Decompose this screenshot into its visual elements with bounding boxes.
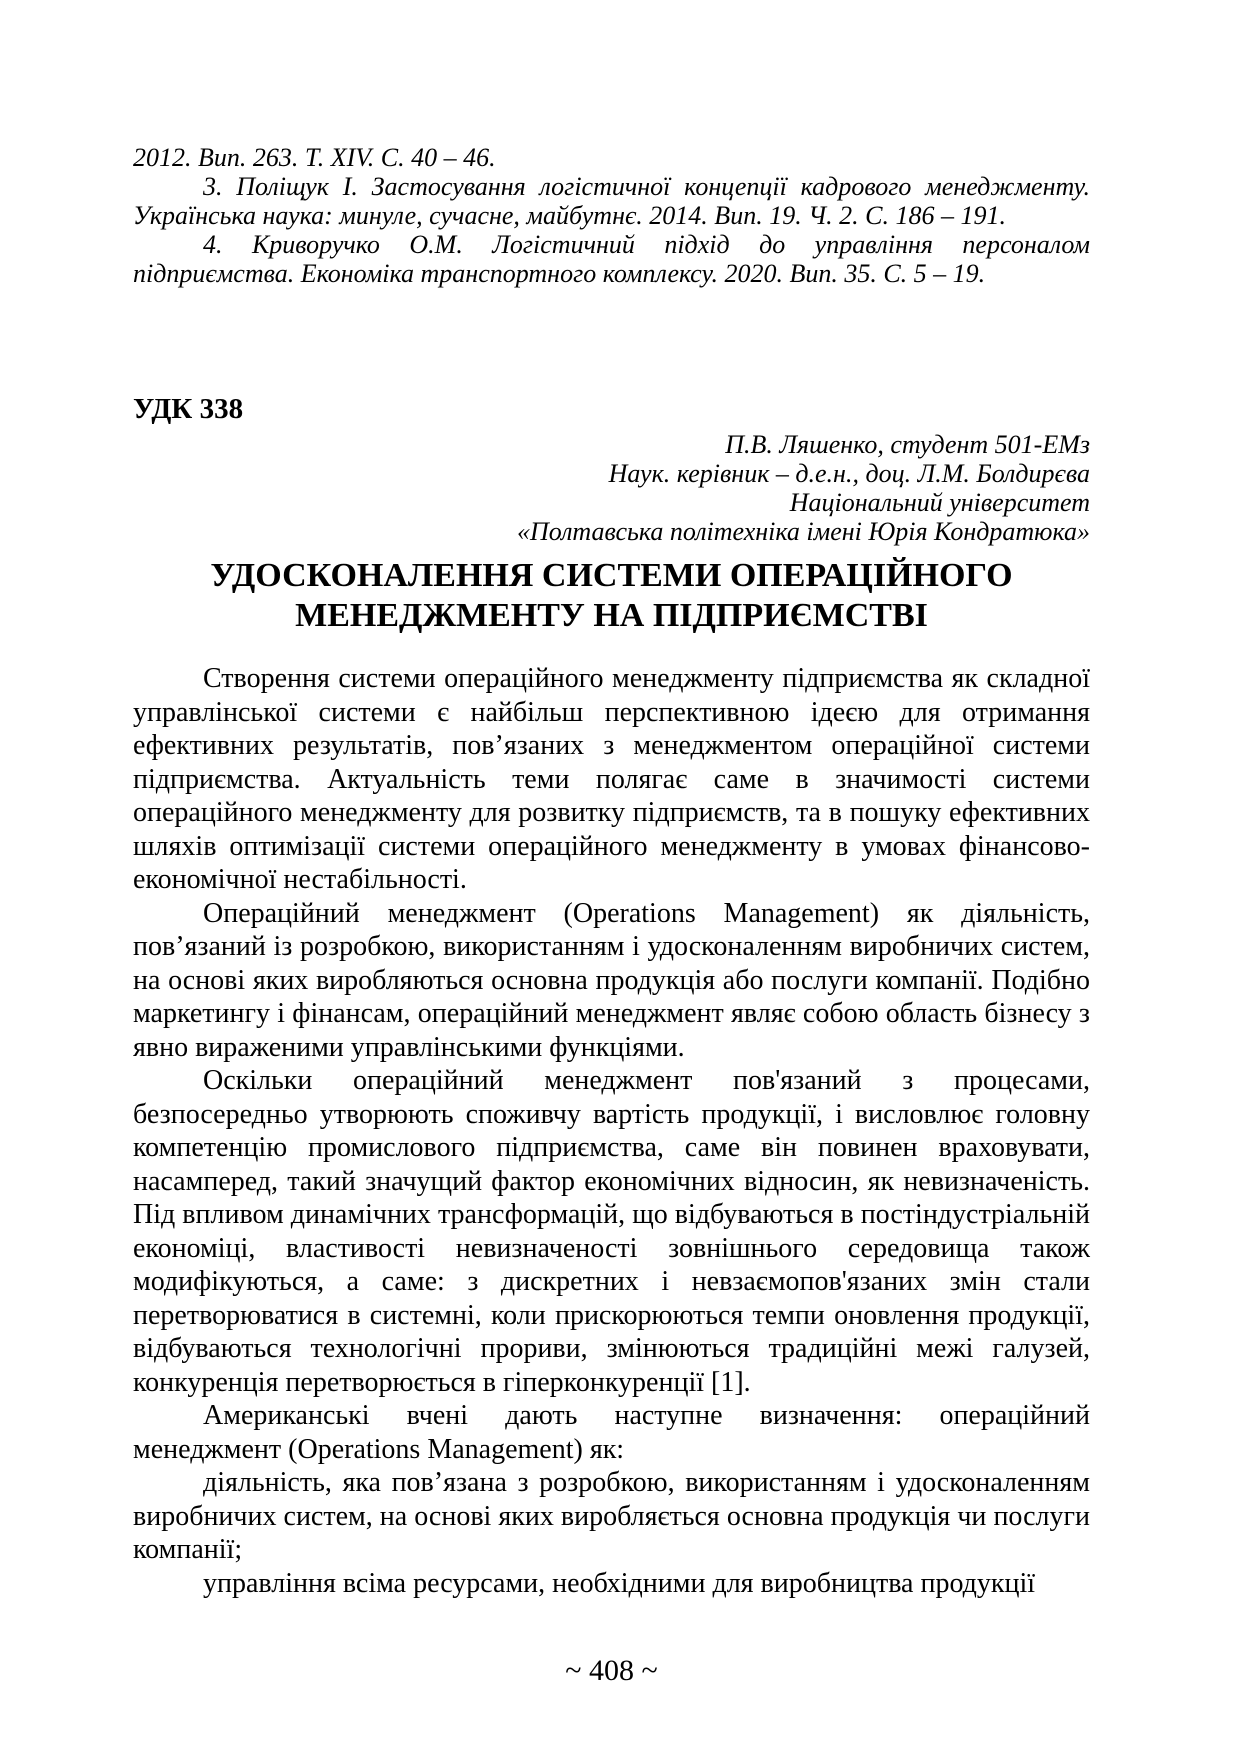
udc-code: УДК 338 xyxy=(133,393,244,425)
body-paragraph: Американські вчені дають наступне визначення: операційний менеджмент (Operations Management) як: xyxy=(133,1400,1090,1465)
reference-continuation-line: 2012. Вип. 263. Т. XIV. С. 40 – 46. xyxy=(133,143,496,172)
author-line-name: П.В. Ляшенко, студент 501-ЕМз xyxy=(725,430,1090,459)
author-line-university: Національний університет xyxy=(789,488,1090,517)
reference-item: 3. Поліщук І. Застосування логістичної концепції кадрового менеджменту. Українська наука: минуле, сучасне, майбутнє. 2014. Вип. 19. Ч. 2. С. 186 – 191. xyxy=(133,172,1090,230)
body-paragraph: Створення системи операційного менеджменту підприємства як складної управлінської системи є найбільш перспективною ідеєю для отримання ефективних результатів, пов’язаних з менеджментом операційної системи підприємства. Актуальність теми полягає саме в значимості системи операційного менеджменту для розвитку підприємств, та в пошуку ефективних шляхів оптимізації системи операційного менеджменту в умовах фінансово-економічної нестабільності. xyxy=(133,663,1090,895)
body-paragraph: Операційний менеджмент (Operations Management) як діяльність, пов’язаний із розробкою, використанням і удосконаленням виробничих систем, на основі яких виробляються основна продукція або послуги компанії. Подібно маркетингу і фінансам, операційний менеджмент являє собою область бізнесу з явно вираженими управлінськими функціями. xyxy=(133,897,1090,1063)
page-number: ~ 408 ~ xyxy=(565,1654,658,1687)
body-paragraph: діяльність, яка пов’язана з розробкою, використанням і удосконаленням виробничих систем, на основі яких виробляється основна продукція чи послуги компанії; xyxy=(133,1467,1090,1565)
body-paragraph: управління всіма ресурсами, необхідними для виробництва продукції xyxy=(203,1567,1036,1599)
article-title-line-2: МЕНЕДЖМЕНТУ НА ПІДПРИЄМСТВІ xyxy=(295,597,928,634)
body-paragraph: Оскільки операційний менеджмент пов'язаний з процесами, безпосередньо утворюють споживчу вартість продукції, і висловлює головну компетенцію промислового підприємства, саме він повинен враховувати, насамперед, такий значущий фактор економічних відносин, як невизначеність. Під впливом динамічних трансформацій, що відбуваються в постіндустріальній економіці, властивості невизначеності зовнішнього середовища також модифікуються, а саме: з дискретних і невзаємопов'язаних змін стали перетворюватися в системні, коли прискорюються темпи оновлення продукції, відбуваються технологічні прориви, змінюються традиційні межі галузей, конкуренція перетворюється в гіперконкуренції [1]. xyxy=(133,1065,1090,1398)
author-line-university-name: «Полтавська політехніка імені Юрія Кондратюка» xyxy=(516,517,1090,546)
article-title-line-1: УДОСКОНАЛЕННЯ СИСТЕМИ ОПЕРАЦІЙНОГО xyxy=(210,557,1013,594)
references-block xyxy=(133,143,1090,288)
authors-block xyxy=(133,430,1090,546)
article-title xyxy=(133,556,1090,636)
author-line-supervisor: Наук. керівник – д.е.н., доц. Л.М. Болдирєва xyxy=(608,459,1090,488)
article-body xyxy=(133,662,1090,1600)
reference-item: 4. Криворучко О.М. Логістичний підхід до управління персоналом підприємства. Економіка транспортного комплексу. 2020. Вип. 35. С. 5 – 19. xyxy=(133,230,1090,288)
